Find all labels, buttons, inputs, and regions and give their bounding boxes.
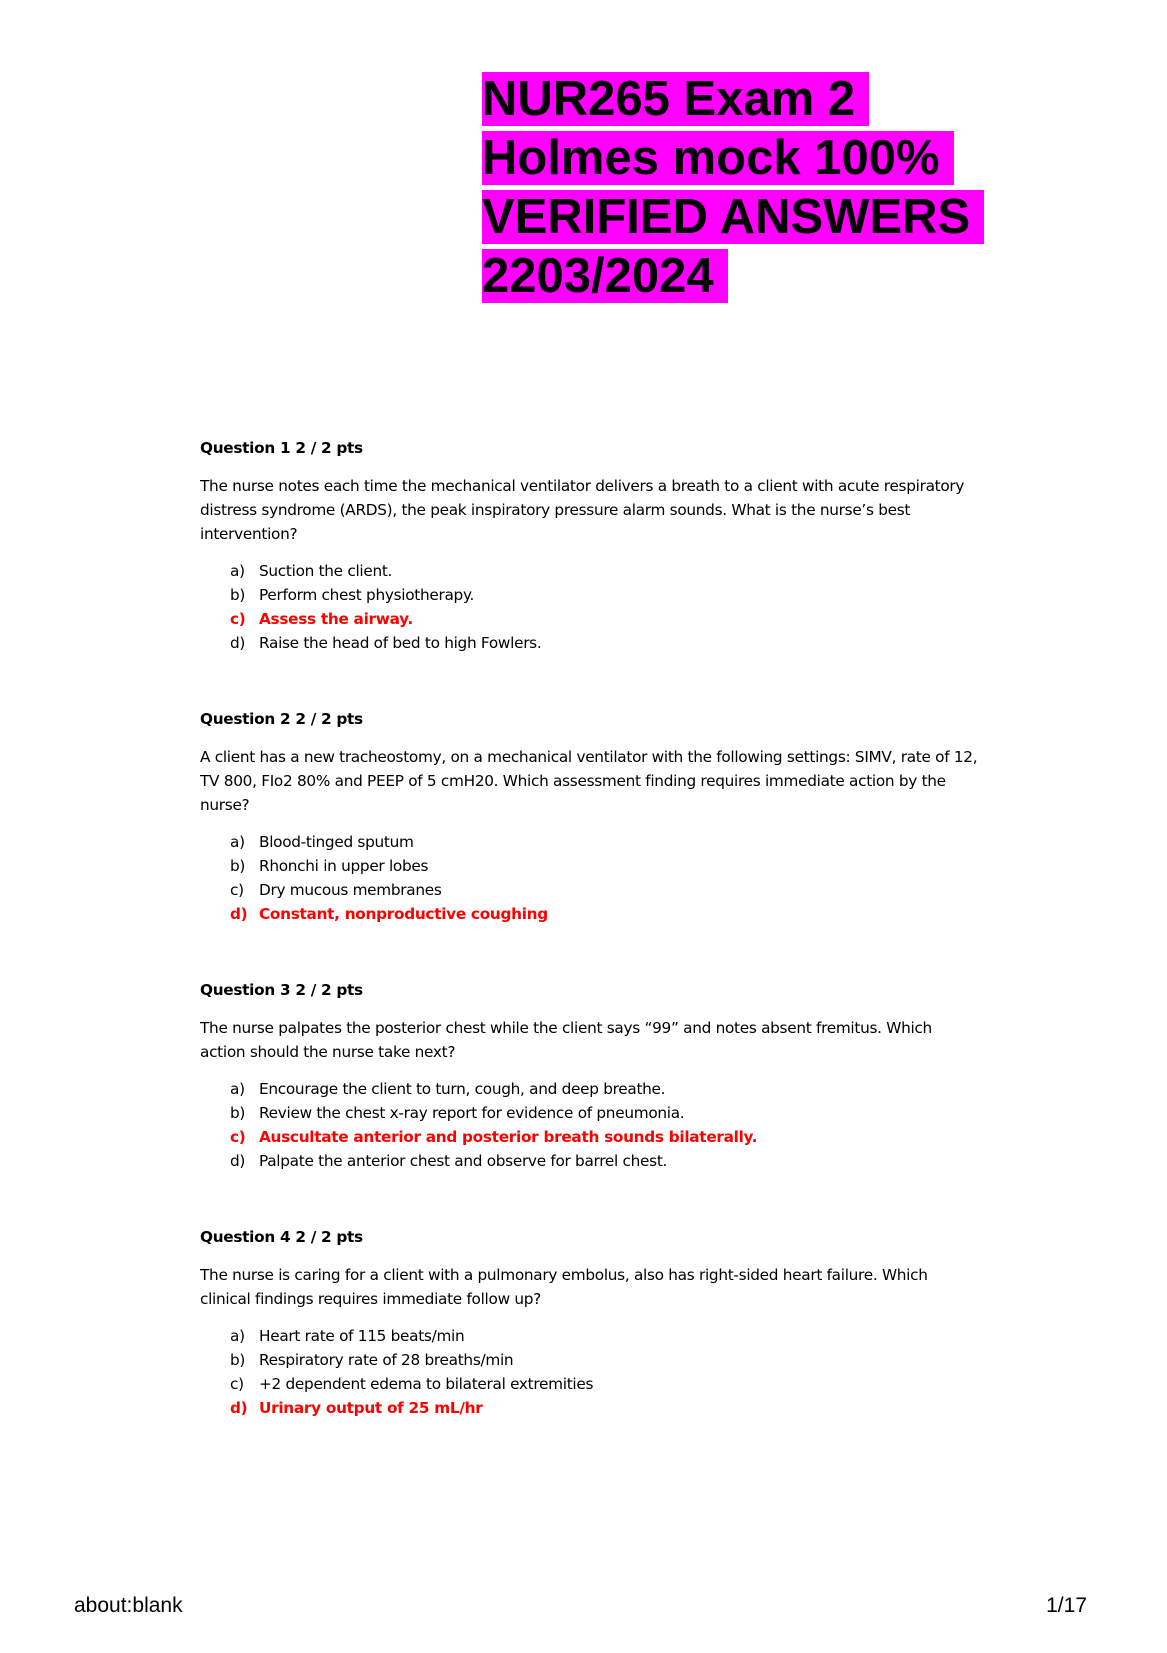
option-d-correct: d) Urinary output of 25 mL/hr <box>230 1399 483 1417</box>
question-1 <box>200 436 980 655</box>
option-a: a) Encourage the client to turn, cough, and deep breathe. <box>230 1080 666 1098</box>
title-line: Holmes mock 100% <box>482 129 1042 188</box>
answer-options <box>200 559 980 655</box>
option-a: a) Blood-tinged sputum <box>230 833 414 851</box>
option-c: c) Dry mucous membranes <box>230 881 442 899</box>
question-2 <box>200 707 980 926</box>
answer-options <box>200 830 980 926</box>
answer-options <box>200 1077 980 1173</box>
question-text: The nurse notes each time the mechanical ventilator delivers a breath to a client with acute respiratory distress syndrome (ARDS), the peak inspiratory pressure alarm sounds. What is the nurse’s best intervention? <box>200 477 965 543</box>
option-d-correct: d) Constant, nonproductive coughing <box>230 905 548 923</box>
option-c: c) +2 dependent edema to bilateral extremities <box>230 1375 594 1393</box>
question-text: The nurse palpates the posterior chest while the client says “99” and notes absent fremitus. Which action should the nurse take next? <box>200 1019 932 1061</box>
question-header: Question 2 2 / 2 pts <box>200 710 363 728</box>
title-line: VERIFIED ANSWERS <box>482 188 1042 247</box>
option-c-correct: c) Auscultate anterior and posterior breath sounds bilaterally. <box>230 1128 758 1146</box>
footer-url: about:blank <box>74 1594 183 1617</box>
question-header: Question 4 2 / 2 pts <box>200 1228 363 1246</box>
questions-list <box>200 436 980 1420</box>
question-header: Question 3 2 / 2 pts <box>200 981 363 999</box>
question-4 <box>200 1225 980 1420</box>
title-line: 2203/2024 <box>482 247 1042 306</box>
option-a: a) Suction the client. <box>230 562 393 580</box>
question-text: The nurse is caring for a client with a pulmonary embolus, also has right-sided heart failure. Which clinical findings requires immediate follow up? <box>200 1266 928 1308</box>
question-3 <box>200 978 980 1173</box>
option-d: d) Raise the head of bed to high Fowlers. <box>230 634 542 652</box>
option-b: b) Respiratory rate of 28 breaths/min <box>230 1351 514 1369</box>
question-text: A client has a new tracheostomy, on a mechanical ventilator with the following settings: SIMV, rate of 12, TV 800, FIo2 80% and PEEP of 5 cmH20. Which assessment finding requires immediate action by the nurse? <box>200 748 978 814</box>
option-c-correct: c) Assess the airway. <box>230 610 413 628</box>
document-title <box>482 70 1042 306</box>
answer-options <box>200 1324 980 1420</box>
option-b: b) Perform chest physiotherapy. <box>230 586 475 604</box>
question-header: Question 1 2 / 2 pts <box>200 439 363 457</box>
option-d: d) Palpate the anterior chest and observe for barrel chest. <box>230 1152 668 1170</box>
title-line: NUR265 Exam 2 <box>482 70 1042 129</box>
page-number: 1/17 <box>1046 1594 1087 1617</box>
option-b: b) Review the chest x-ray report for evidence of pneumonia. <box>230 1104 685 1122</box>
option-b: b) Rhonchi in upper lobes <box>230 857 429 875</box>
option-a: a) Heart rate of 115 beats/min <box>230 1327 465 1345</box>
